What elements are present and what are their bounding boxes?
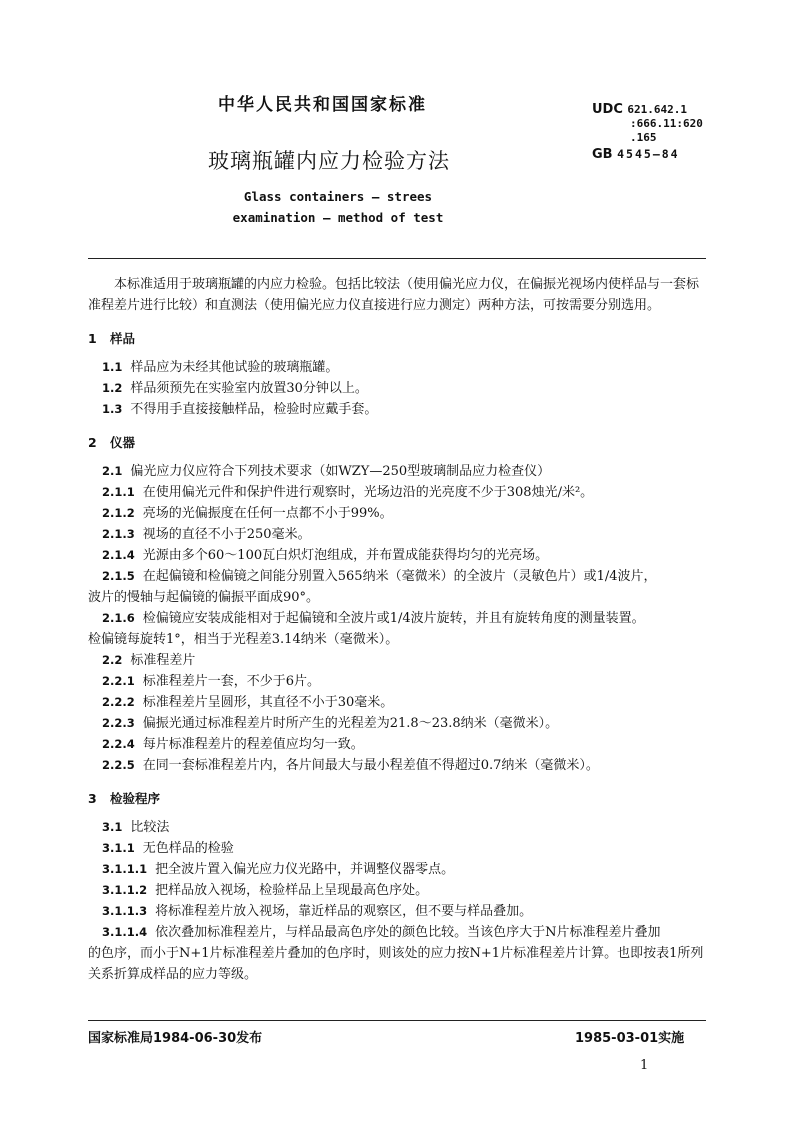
clause-text: 视场的直径不小于250毫米。 xyxy=(142,527,311,542)
clause-text: 检偏镜应安装成能相对于起偏镜和全波片或1/4波片旋转，并且有旋转角度的测量装置。 xyxy=(142,611,645,626)
clause xyxy=(88,692,706,713)
effective-date: 1985-03-01实施 xyxy=(575,1031,685,1046)
section-heading xyxy=(88,328,706,349)
clause-text: 将标准程差片放入视场，靠近样品的观察区，但不要与样品叠加。 xyxy=(155,904,533,919)
title-en xyxy=(228,186,448,228)
section-number: 1 xyxy=(88,331,97,346)
clause-text: 偏振光通过标准程差片时所产生的光程差为21.8～23.8纳米（毫微米）。 xyxy=(142,716,559,731)
clause-text: 亮场的光偏振度在任何一点都不小于99%。 xyxy=(142,506,393,521)
clause-text: 标准程差片呈圆形，其直径不小于30毫米。 xyxy=(142,695,394,710)
clause-text: 标准程差片一套，不少于6片。 xyxy=(142,674,321,689)
udc-line1: 621.642.1 xyxy=(627,103,688,116)
clause-number: 3.1 xyxy=(102,820,123,834)
clause-text: 标准程差片 xyxy=(130,653,196,668)
section-title: 检验程序 xyxy=(110,791,161,806)
clause-text: 把全波片置入偏光应力仪光路中，并调整仪器零点。 xyxy=(155,862,455,877)
clause-number: 2.2 xyxy=(102,653,123,667)
clause xyxy=(88,482,706,503)
udc-line3: .165 xyxy=(630,131,657,144)
issue-date: 国家标准局1984-06-30发布 xyxy=(88,1031,263,1046)
udc-label: UDC xyxy=(592,102,623,117)
clause xyxy=(88,357,706,378)
clause-text: 每片标准程差片的程差值应均匀一致。 xyxy=(142,737,364,752)
clause-text: 无色样品的检验 xyxy=(142,841,234,856)
clause-number: 2.2.2 xyxy=(102,695,135,709)
clause-number: 3.1.1.3 xyxy=(102,904,148,918)
intro-paragraph: 本标准适用于玻璃瓶罐的内应力检验。包括比较法（使用偏光应力仪，在偏振光视场内使样品与一套标准程差片进行比较）和直测法（使用偏光应力仪直接进行应力测定）两种方法，可按需要分别选用。 xyxy=(88,277,700,313)
clause-continuation: 波片的慢轴与起偏镜的偏振平面成90°。 xyxy=(88,590,320,605)
clause-number: 1.3 xyxy=(102,402,123,416)
clause-text: 偏光应力仪应符合下列技术要求（如WZY—250型玻璃制品应力检查仪） xyxy=(130,464,551,479)
clause-number: 2.1.6 xyxy=(102,611,135,625)
clause-number: 2.2.4 xyxy=(102,737,135,751)
section-number: 2 xyxy=(88,435,97,450)
clause-number: 3.1.1 xyxy=(102,841,135,855)
sections xyxy=(88,328,706,985)
clause-text: 在使用偏光元件和保护件进行观察时，光场边沿的光亮度不少于308烛光/米²。 xyxy=(142,485,594,500)
clause xyxy=(88,734,706,755)
clause xyxy=(88,755,706,776)
clause-number: 2.2.5 xyxy=(102,758,135,772)
clause xyxy=(88,399,706,420)
clause-number: 2.1.2 xyxy=(102,506,135,520)
clause-number: 3.1.1.1 xyxy=(102,862,148,876)
clause-number: 3.1.1.2 xyxy=(102,883,148,897)
clause-text: 依次叠加标准程差片，与样品最高色序处的颜色比较。当该色序大于N片标准程差片叠加 xyxy=(155,925,661,940)
clause-text: 在同一套标准程差片内，各片间最大与最小程差值不得超过0.7纳米（毫微米）。 xyxy=(142,758,599,773)
udc-code xyxy=(592,103,703,145)
clause xyxy=(88,817,706,838)
page-number: 1 xyxy=(640,1058,649,1073)
title-en-line1: Glass containers — strees xyxy=(243,189,433,204)
clause-number: 2.1.3 xyxy=(102,527,135,541)
clause-continuation: 检偏镜每旋转1°，相当于光程差3.14纳米（毫微米）。 xyxy=(88,632,399,647)
section-title: 仪器 xyxy=(110,435,136,450)
clause xyxy=(88,880,706,901)
clause-number: 1.1 xyxy=(102,360,123,374)
clause xyxy=(88,650,706,671)
clause xyxy=(88,545,706,566)
clause-continuation: 的色序，而小于N+1片标准程差片叠加的色序时，则该处的应力按N+1片标准程差片计算。也即按表1所列关系折算成样品的应力等级。 xyxy=(88,946,704,982)
title-en-line2: examination — method of test xyxy=(232,210,444,225)
section-heading xyxy=(88,788,706,809)
clause xyxy=(88,378,706,399)
footer-rule xyxy=(88,1020,706,1021)
clause xyxy=(88,838,706,859)
clause-text: 样品应为未经其他试验的玻璃瓶罐。 xyxy=(130,360,339,375)
section-heading xyxy=(88,432,706,453)
clause-number: 2.1.5 xyxy=(102,569,135,583)
clause-text: 不得用手直接接触样品，检验时应戴手套。 xyxy=(130,402,378,417)
document-body xyxy=(88,274,706,985)
clause xyxy=(88,922,706,943)
clause-text: 样品须预先在实验室内放置30分钟以上。 xyxy=(130,381,368,396)
clause-number: 2.1 xyxy=(102,464,123,478)
clause-text: 光源由多个60～100瓦白炽灯泡组成，并布置成能获得均匀的光亮场。 xyxy=(142,548,549,563)
clause-text: 把样品放入视场，检验样品上呈现最高色序处。 xyxy=(155,883,429,898)
udc-line2: :666.11:620 xyxy=(630,117,703,130)
clause-number: 2.2.3 xyxy=(102,716,135,730)
header-rule xyxy=(88,258,706,259)
clause xyxy=(88,713,706,734)
gb-label: GB xyxy=(592,147,613,162)
section-title: 样品 xyxy=(110,331,136,346)
gb-number: 4545—84 xyxy=(617,147,680,161)
clause xyxy=(88,566,706,587)
clause-number: 1.2 xyxy=(102,381,123,395)
clause xyxy=(88,859,706,880)
clause xyxy=(88,503,706,524)
clause-text: 在起偏镜和检偏镜之间能分别置入565纳米（毫微米）的全波片（灵敏色片）或1/4波片， xyxy=(142,569,657,584)
clause-number: 2.1.1 xyxy=(102,485,135,499)
gb-code xyxy=(592,147,680,162)
title-cn: 玻璃瓶罐内应力检验方法 xyxy=(208,149,450,173)
national-standard-heading: 中华人民共和国国家标准 xyxy=(218,95,427,115)
clause xyxy=(88,671,706,692)
clause xyxy=(88,608,706,629)
clause-number: 2.2.1 xyxy=(102,674,135,688)
section-number: 3 xyxy=(88,791,97,806)
clause xyxy=(88,461,706,482)
clause xyxy=(88,901,706,922)
clause-text: 比较法 xyxy=(130,820,170,835)
clause-number: 3.1.1.4 xyxy=(102,925,148,939)
clause-number: 2.1.4 xyxy=(102,548,135,562)
clause xyxy=(88,524,706,545)
